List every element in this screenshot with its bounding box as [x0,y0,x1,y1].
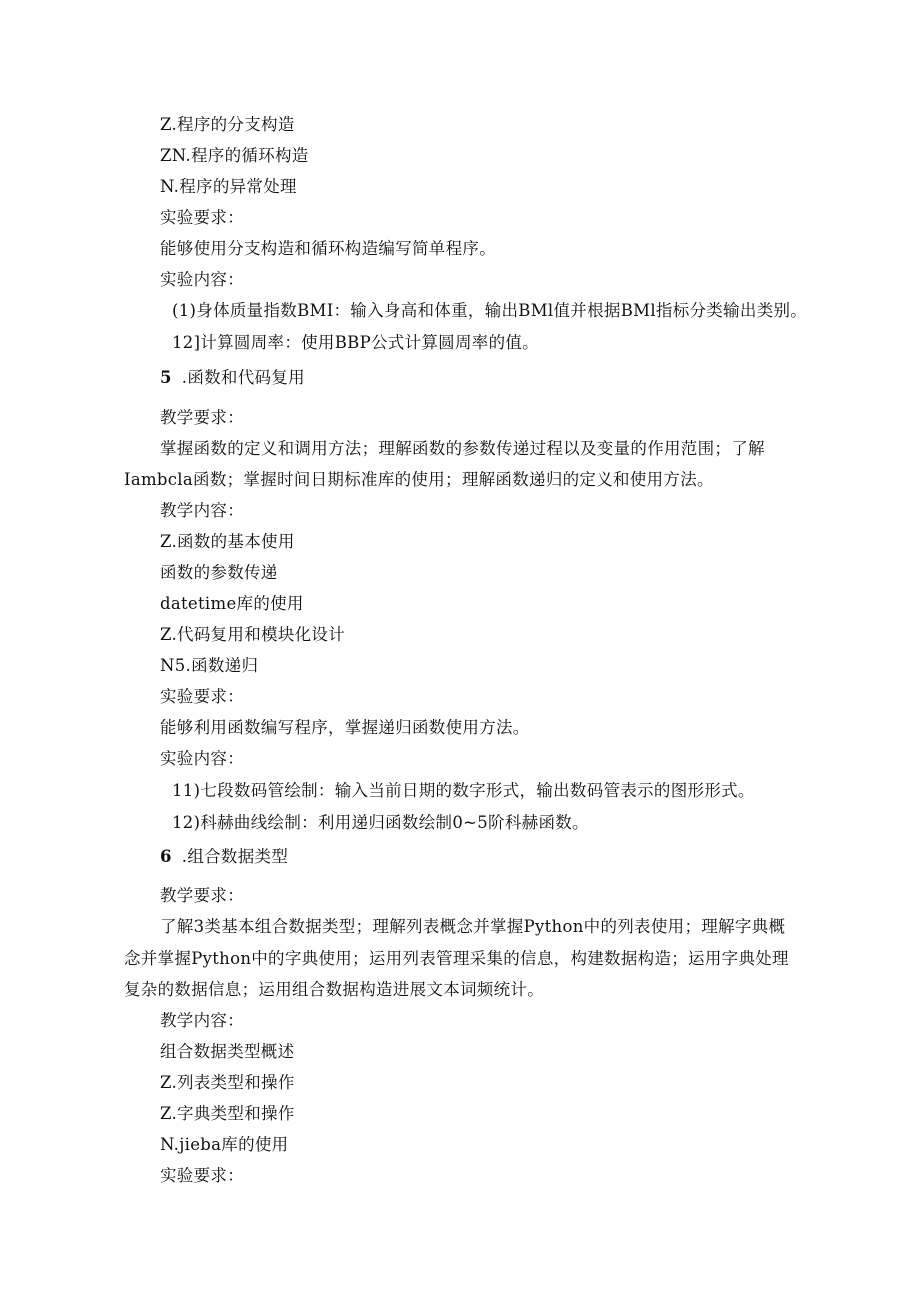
section-number: 5 [160,368,172,387]
paragraph-line: 念并掌握Python中的字典使用；运用列表管理采集的信息，构建数据构造；运用字典处理 [124,949,789,968]
section-heading [160,368,305,388]
section-title: .组合数据类型 [181,847,289,866]
list-item: Z.字典类型和操作 [160,1104,295,1123]
list-item: Z.列表类型和操作 [160,1073,295,1092]
list-item: ZN.程序的循环构造 [160,146,309,165]
list-item: 函数的参数传递 [160,563,278,582]
experiment-requirement-text: 能够使用分支构造和循环构造编写简单程序。 [160,239,496,258]
list-item: Z.程序的分支构造 [160,115,295,134]
section-number: 6 [160,847,172,866]
experiment-item: 11)七段数码管绘制：输入当前日期的数字形式，输出数码管表示的图形形式。 [172,781,755,800]
paragraph-line: 复杂的数据信息；运用组合数据构造进展文本词频统计。 [124,980,544,999]
list-item: 组合数据类型概述 [160,1042,295,1061]
list-item: datetime库的使用 [160,594,304,613]
experiment-requirement-label: 实验要求： [160,1166,244,1185]
experiment-content-label: 实验内容： [160,270,244,289]
section-heading [160,847,288,867]
list-item: Z.函数的基本使用 [160,532,295,551]
teaching-requirement-label: 教学要求： [160,886,244,905]
paragraph-line: 了解3类基本组合数据类型；理解列表概念并掌握Python中的列表使用；理解字典概 [160,917,786,936]
teaching-content-label: 教学内容： [160,1011,244,1030]
teaching-requirement-label: 教学要求： [160,408,244,427]
experiment-item: 12)科赫曲线绘制：利用递归函数绘制0~5阶科赫函数。 [172,813,589,832]
list-item: N5.函数递归 [160,656,259,675]
section-title: .函数和代码复用 [181,368,305,387]
paragraph-line: Iambcla函数；掌握时间日期标准库的使用；理解函数递归的定义和使用方法。 [124,470,714,489]
paragraph-line: 掌握函数的定义和调用方法；理解函数的参数传递过程以及变量的作用范围；了解 [160,439,765,458]
list-item: Z.代码复用和模块化设计 [160,625,346,644]
experiment-requirement-label: 实验要求： [160,208,244,227]
list-item: N.程序的异常处理 [160,177,297,196]
experiment-item: 12]计算圆周率：使用BBP公式计算圆周率的值。 [172,333,539,352]
experiment-requirement-label: 实验要求： [160,687,244,706]
list-item: N.jieba库的使用 [160,1135,289,1154]
experiment-content-label: 实验内容： [160,749,244,768]
teaching-content-label: 教学内容： [160,501,244,520]
experiment-item: (1)身体质量指数BMI：输入身高和体重，输出BMl值并根据BMl指标分类输出类别。 [172,301,808,320]
experiment-requirement-text: 能够利用函数编写程序，掌握递归函数使用方法。 [160,718,530,737]
